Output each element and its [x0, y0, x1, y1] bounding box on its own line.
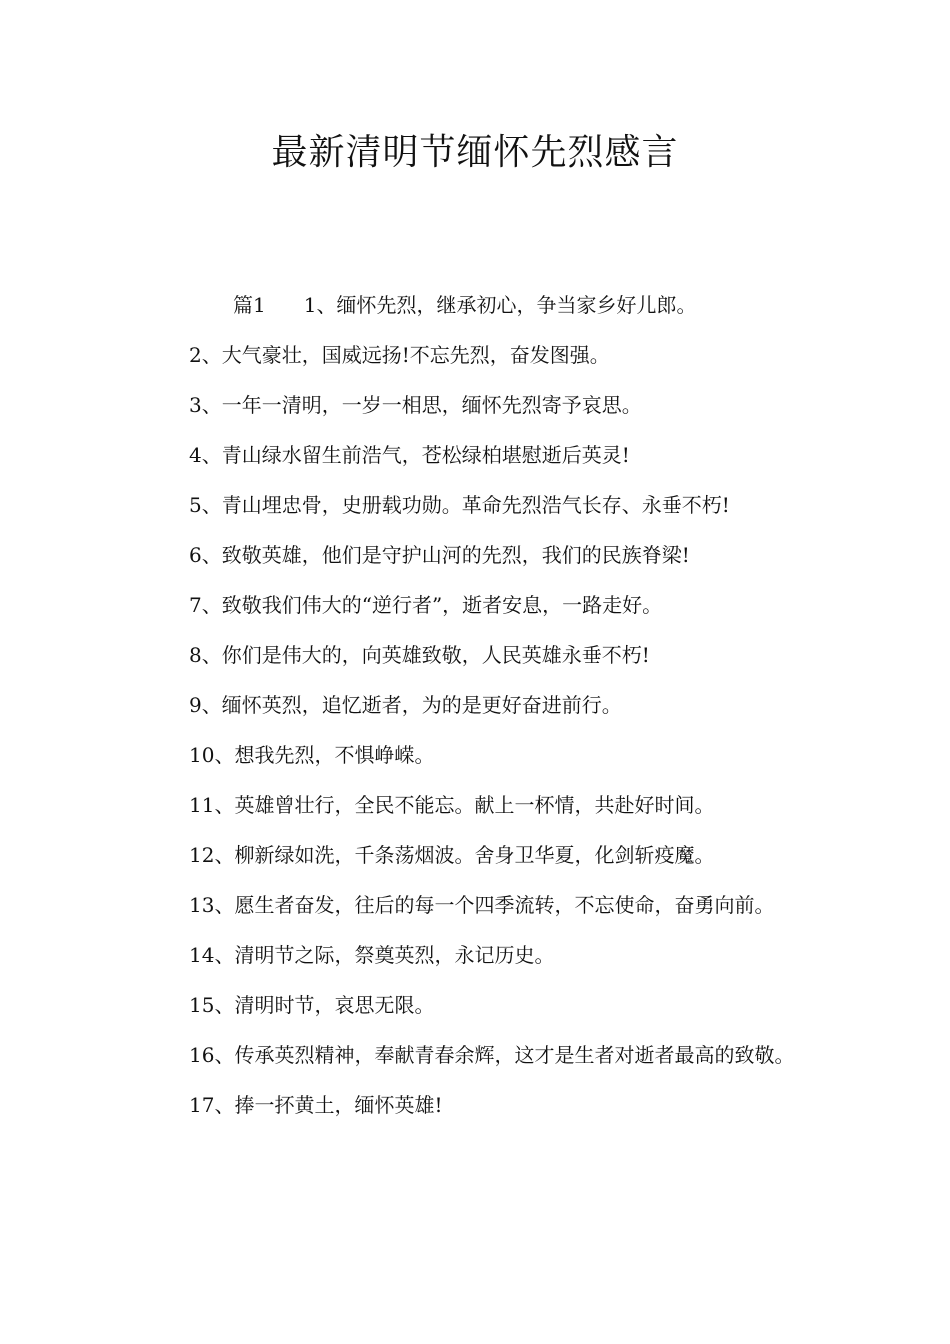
paragraph-2: 2、大气豪壮，国威远扬!不忘先烈，奋发图强。 — [189, 343, 610, 367]
paragraph-10: 10、想我先烈，不惧峥嵘。 — [189, 743, 435, 767]
paragraph-14: 14、清明节之际，祭奠英烈，永记历史。 — [189, 943, 555, 967]
paragraph-13: 13、愿生者奋发，往后的每一个四季流转，不忘使命，奋勇向前。 — [189, 893, 775, 917]
paragraph-5: 5、青山埋忠骨，史册载功勋。革命先烈浩气长存、永垂不朽! — [189, 493, 730, 517]
paragraph-4: 4、青山绿水留生前浩气，苍松绿柏堪慰逝后英灵! — [189, 443, 630, 467]
paragraph-8: 8、你们是伟大的，向英雄致敬，人民英雄永垂不朽! — [189, 643, 650, 667]
paragraph-16: 16、传承英烈精神，奉献青春余辉，这才是生者对逝者最高的致敬。 — [189, 1043, 795, 1067]
document-title: 最新清明节缅怀先烈感言 — [271, 132, 679, 173]
document-body — [145, 280, 807, 1130]
paragraph-17: 17、捧一抔黄土，缅怀英雄! — [189, 1093, 443, 1117]
paragraph-7: 7、致敬我们伟大的“逆行者”，逝者安息，一路走好。 — [189, 593, 663, 617]
paragraph-3: 3、一年一清明，一岁一相思，缅怀先烈寄予哀思。 — [189, 393, 642, 417]
section-label: 篇1 — [233, 293, 266, 317]
paragraph-15: 15、清明时节，哀思无限。 — [189, 993, 435, 1017]
paragraph-9: 9、缅怀英烈，追忆逝者，为的是更好奋进前行。 — [189, 693, 622, 717]
paragraph-1 — [145, 280, 807, 330]
paragraph-12: 12、柳新绿如洗，千条荡烟波。舍身卫华夏，化剑斩疫魔。 — [189, 843, 715, 867]
paragraph-6: 6、致敬英雄，他们是守护山河的先烈，我们的民族脊梁! — [189, 543, 690, 567]
paragraph-text: 1、缅怀先烈，继承初心，争当家乡好儿郎。 — [303, 293, 697, 317]
paragraph-11: 11、英雄曾壮行，全民不能忘。献上一杯情，共赴好时间。 — [189, 793, 715, 817]
